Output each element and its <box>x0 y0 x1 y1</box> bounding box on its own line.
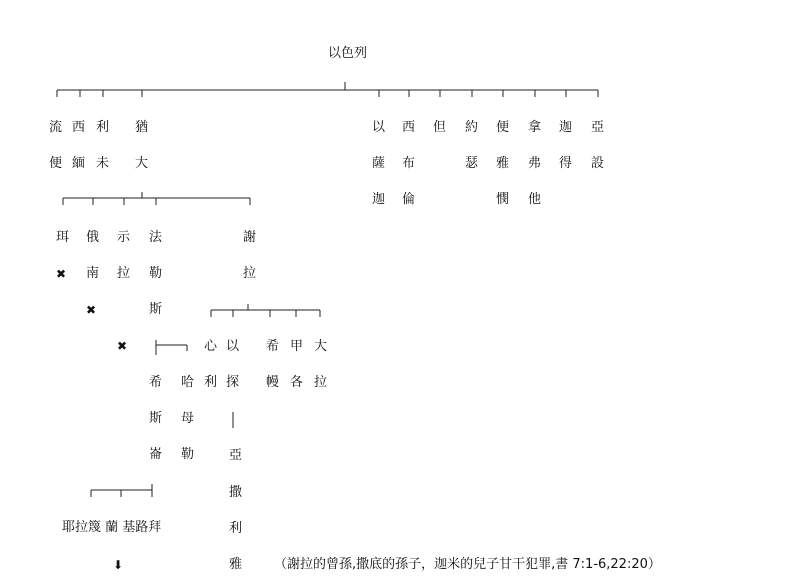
son-char: 亞 <box>591 120 605 135</box>
perez-son-char: 斯 <box>149 411 163 426</box>
son-char: 但 <box>433 120 447 135</box>
zerah-son-char: 利 <box>204 375 218 390</box>
perez-son-char: 崙 <box>149 447 163 462</box>
son-char: 流 <box>49 120 63 135</box>
zerah-son-char: 探 <box>226 375 240 390</box>
son-char: 迦 <box>559 120 573 135</box>
judah-son-char: 勒 <box>149 266 163 281</box>
judah-son-char: 南 <box>86 266 100 281</box>
perez-son-char: 希 <box>149 375 163 390</box>
zerah-son-char: 各 <box>290 375 304 390</box>
son-char: 弗 <box>528 156 542 171</box>
zerah-son-char: 甲 <box>290 339 304 354</box>
son-char: 約 <box>465 120 479 135</box>
down-arrow-icon: ⬇ <box>113 558 124 572</box>
hezron-sons: 耶拉篾 蘭 基路拜 <box>62 520 162 535</box>
perez-son-char: 母 <box>181 411 195 426</box>
annotation-note: （謝拉的曾孫,撒底的孫子，迦米的兒子甘干犯罪,書 7:1-6,22:20） <box>274 557 661 572</box>
zerah-son-char: 拉 <box>314 375 328 390</box>
son-char: 布 <box>402 156 416 171</box>
zerah-son-char: 幔 <box>266 375 280 390</box>
son-char: 利 <box>96 120 110 135</box>
judah-son-char: 斯 <box>149 302 163 317</box>
dead-mark-icon: ✖ <box>56 267 67 281</box>
dead-mark-icon: ✖ <box>86 303 97 317</box>
judah-son-char: 法 <box>149 230 163 245</box>
son-char: 西 <box>402 120 416 135</box>
son-char: 西 <box>72 120 86 135</box>
dead-mark-icon: ✖ <box>117 339 128 353</box>
son-char: 猶 <box>135 120 149 135</box>
zerah-son-char: 希 <box>266 339 280 354</box>
root-israel: 以色列 <box>328 46 368 61</box>
zerah-son-char: 以 <box>226 339 240 354</box>
son-char: 緬 <box>72 156 86 171</box>
son-char: 憫 <box>496 192 510 207</box>
perez-son-char: 勒 <box>181 447 195 462</box>
zerah-son-char: 心 <box>204 339 218 354</box>
son-char: 瑟 <box>465 156 479 171</box>
perez-son-char: 哈 <box>181 375 195 390</box>
son-char: 便 <box>496 120 510 135</box>
son-char: 雅 <box>496 156 510 171</box>
zerah-son-char: 大 <box>314 339 328 354</box>
son-char: 便 <box>49 156 63 171</box>
son-char: 以 <box>372 120 386 135</box>
judah-son-char: 拉 <box>243 266 257 281</box>
carmi-line-char: 利 <box>229 521 243 536</box>
carmi-line-char: 亞 <box>229 448 243 463</box>
judah-son-char: 俄 <box>86 230 100 245</box>
son-char: 薩 <box>372 156 386 171</box>
son-char: 他 <box>528 192 542 207</box>
son-char: 大 <box>135 156 149 171</box>
judah-son-char: 謝 <box>243 230 257 245</box>
son-char: 拿 <box>528 120 542 135</box>
son-char: 倫 <box>402 192 416 207</box>
carmi-line-char: 雅 <box>229 557 243 572</box>
son-char: 設 <box>591 156 605 171</box>
son-char: 迦 <box>372 192 386 207</box>
carmi-line-char: 撒 <box>229 485 243 500</box>
judah-son-char: 拉 <box>117 266 131 281</box>
judah-son-char: 示 <box>117 230 131 245</box>
son-char: 得 <box>559 156 573 171</box>
son-char: 未 <box>96 156 110 171</box>
judah-son-char: 珥 <box>56 230 70 245</box>
